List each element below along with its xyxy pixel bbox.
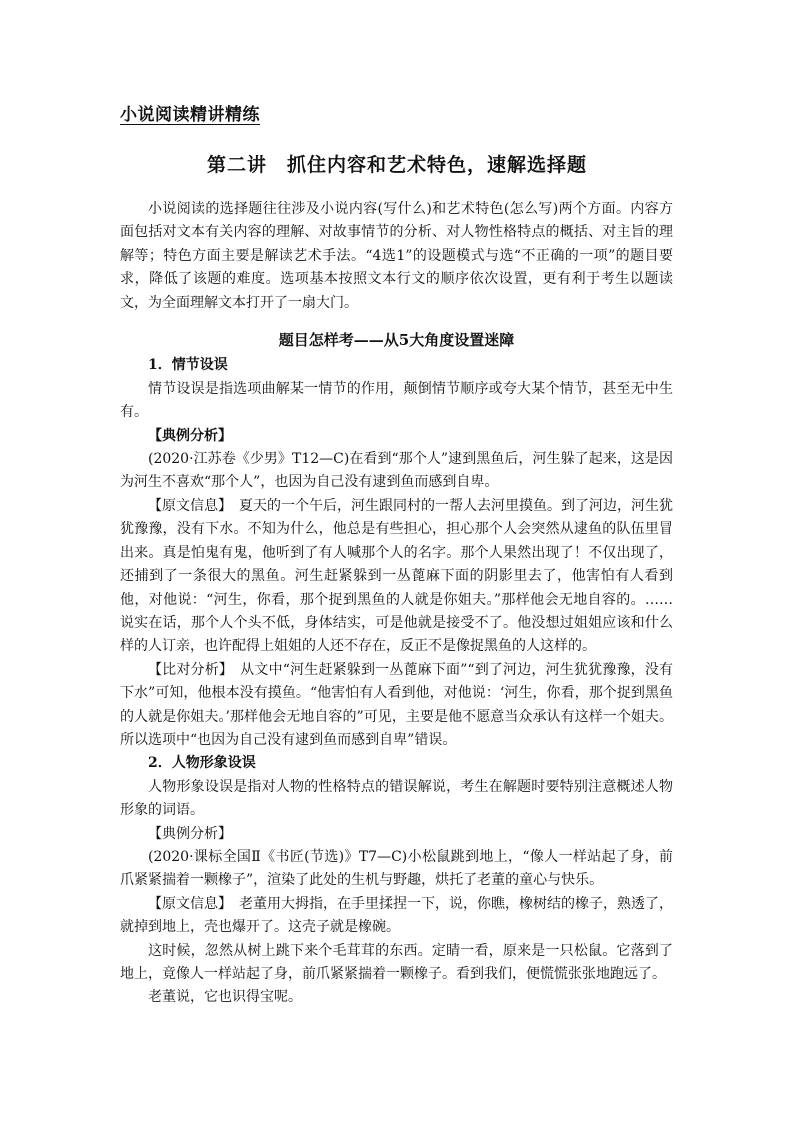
part2-example: (2020·课标全国Ⅱ《书匠(节选)》T7—C)小松鼠跳到地上，“像人一样站起了身，前爪紧紧揣着一颗橡子”，渲染了此处的生机与野趣，烘托了老董的童心与快乐。 <box>120 848 673 889</box>
section-title: 题目怎样考——从5大角度设置迷障 <box>278 331 515 350</box>
part2-description: 人物形象设误是指对人物的性格特点的错误解说，考生在解题时要特别注意概述人物形象的词语。 <box>120 778 673 819</box>
body-content <box>120 198 673 1010</box>
part2-heading: 2．人物形象设误 <box>148 755 256 772</box>
part2-example-tag: 【典例分析】 <box>148 825 232 842</box>
part2-paragraph-3: 老董说，它也识得宝呢。 <box>148 989 302 1006</box>
part2-paragraph-2: 这时候，忽然从树上跳下来个毛茸茸的东西。定睛一看，原来是一只松鼠。它落到了地上，竟像人一样站起了身，前爪紧紧揣着一颗橡子。看到我们，便慌慌张张地跑远了。 <box>120 942 673 982</box>
part1-source-paragraph <box>120 495 673 659</box>
part1-analysis-text: 从文中“河生赶紧躲到一丛蓖麻下面”“到了河边，河生犹犹豫豫，没有下水”可知，他根本没有摸鱼。“他害怕有人看到他，对他说：‘河生，你看，那个捉到黑鱼的人就是你姐夫。’那样他会无地自容的”可见，主要是他不愿意当众承认有这样一个姐夫。所以选项中“也因为自己没有逮到鱼而感到自卑”错误。 <box>120 661 673 748</box>
part1-analysis-tag: 【比对分析】 <box>148 661 227 678</box>
part1-analysis-paragraph <box>120 659 673 753</box>
part1-source-text: 夏天的一个午后，河生跟同村的一帮人去河里摸鱼。到了河边，河生犹犹豫豫，没有下水。不知为什么，他总是有些担心，担心那个人会突然从逮鱼的队伍里冒出来。真是怕鬼有鬼，他听到了有人喊那个人的名字。那个人果然出现了！不仅出现了，还捕到了一条很大的黑鱼。河生赶紧躲到一丛蓖麻下面的阴影里去了，他害怕有人看到他，对他说：“河生，你看，那个捉到黑鱼的人就是你姐夫。”那样他会无地自容的。……说实在话，那个人个头不低，身体结实，可是他就是接受不了。他没想过姐姐应该和什么样的人订亲，也许配得上姐姐的人还不存在，反正不是像捉黑鱼的人这样的。 <box>120 497 673 655</box>
document-header: 小说阅读精讲精练 <box>120 105 260 125</box>
part2-source-text: 老董用大拇指，在手里揉捏一下，说，你瞧，橡树结的橡子，熟透了，就掉到地上，壳也爆开了。这壳子就是橡碗。 <box>120 895 673 936</box>
part1-example: (2020·江苏卷《少男》T12—C)在看到“那个人”逮到黑鱼后，河生躲了起来，这是因为河生不喜欢“那个人”，也因为自己没有逮到鱼而感到自卑。 <box>120 451 673 491</box>
part1-example-tag: 【典例分析】 <box>148 427 232 444</box>
part2-source-tag: 【原文信息】 <box>148 895 225 912</box>
intro-paragraph: 小说阅读的选择题往往涉及小说内容(写什么)和艺术特色(怎么写)两个方面。内容方面包括对文本有关内容的理解、对故事情节的分析、对人物性格特点的概括、对主旨的理解等；特色方面主要是解读艺术手法。“4选1”的设题模式与选“不正确的一项”的题目要求，降低了该题的难度。选项基本按照文本行文的顺序依次设置，更有利于考生以题读文，为全面理解文本打开了一扇大门。 <box>120 201 673 311</box>
part1-description: 情节设误是指选项曲解某一情节的作用，颠倒情节顺序或夸大某个情节，甚至无中生有。 <box>120 380 673 421</box>
part1-heading: 1．情节设误 <box>148 357 228 374</box>
part2-source-paragraph <box>120 893 673 940</box>
lesson-title: 第二讲 抓住内容和艺术特色，速解选择题 <box>206 154 587 176</box>
part1-source-tag: 【原文信息】 <box>148 497 225 514</box>
